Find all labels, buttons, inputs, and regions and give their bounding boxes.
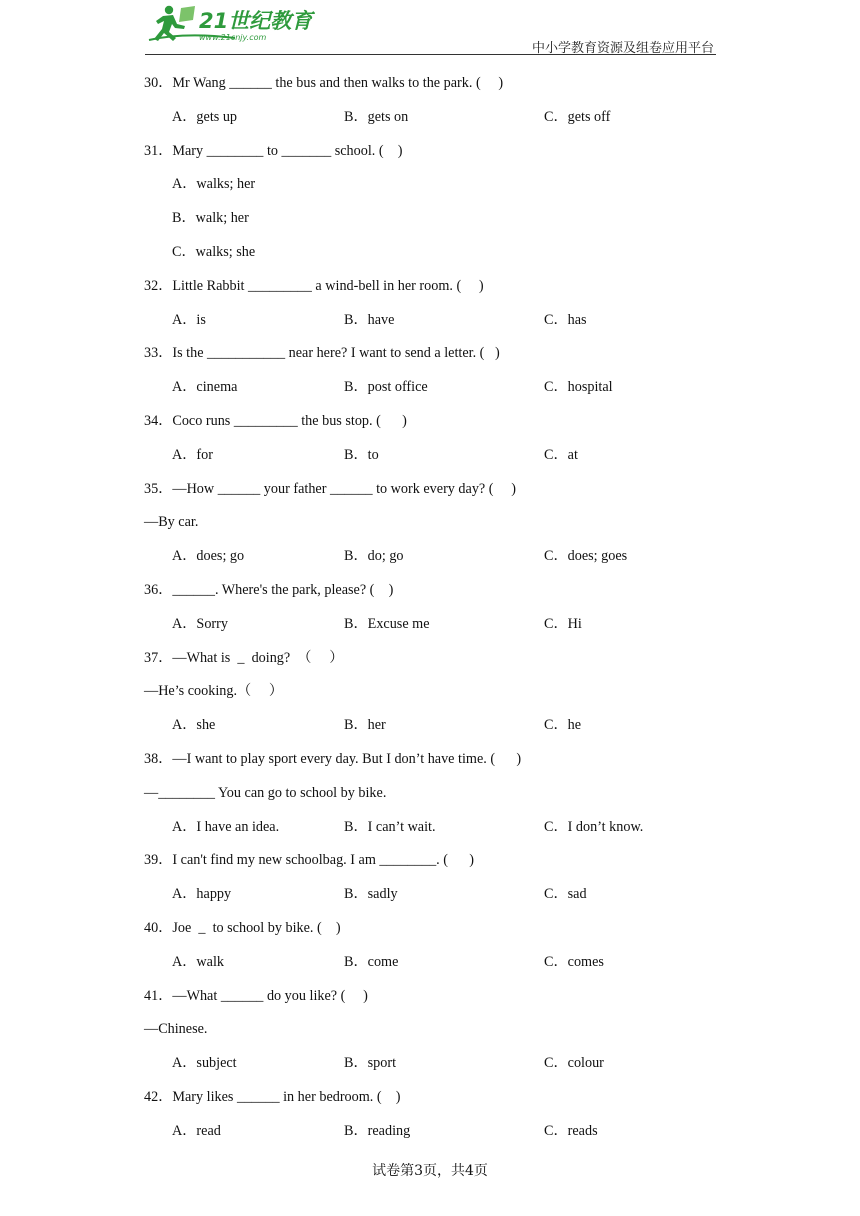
answer-option: C．he [544,717,582,734]
answer-option: B．Excuse me [344,615,430,632]
question-item [144,405,724,473]
answer-options-row [144,304,724,338]
question-item [144,473,724,574]
answer-options-row [144,1047,724,1081]
question-item [144,980,724,1081]
answer-option: B．have [344,311,395,328]
answer-option: A．walks; her [172,176,256,193]
site-name: 中小学教育资源及组卷应用平台 [531,41,714,56]
question-item [144,135,724,270]
answer-option: B．gets on [344,108,409,125]
answer-option: C．at [544,446,578,463]
question-response-line: —Chinese. [144,1021,208,1038]
question-item [144,337,724,405]
answer-option: A．read [172,1122,221,1139]
answer-option: C．reads [544,1122,598,1139]
answer-option: A．does; go [172,548,245,565]
question-stem: 37．—What is _ doing? （ ） [144,649,344,666]
answer-options-row [144,540,724,574]
question-item [144,1081,724,1149]
answer-option: B．come [344,953,399,970]
answer-options-row [144,101,724,135]
answer-option: B．sport [344,1055,397,1072]
answer-option: C．walks; she [172,243,256,260]
answer-option: B．do; go [344,548,404,565]
question-stem: 42．Mary likes ______ in her bedroom. ( ) [144,1088,401,1105]
answer-option: B．sadly [344,886,398,903]
question-stem: 41．—What ______ do you like? ( ) [144,987,368,1004]
answer-option: A．she [172,717,216,734]
answer-option: B．her [344,717,386,734]
answer-option: C．has [544,311,587,328]
answer-option: C．sad [544,886,587,903]
answer-option: A．is [172,311,206,328]
answer-option: A．I have an idea. [172,818,280,835]
question-item [144,912,724,980]
answer-option: C．I don’t know. [544,818,644,835]
question-item [144,642,724,743]
logo-url: www.21cnjy.com [199,33,267,42]
answer-option: C．colour [544,1055,604,1072]
header-divider [145,54,716,55]
answer-option: C．comes [544,953,604,970]
site-logo [145,2,315,46]
answer-option: C．hospital [544,379,613,396]
answer-option: A．subject [172,1055,237,1072]
answer-option: A．happy [172,886,232,903]
question-item [144,67,724,135]
answer-option: B．walk; her [172,210,249,227]
answer-options-row [144,439,724,473]
answer-option: B．I can’t wait. [344,818,436,835]
question-list [144,67,724,1149]
question-item [144,844,724,912]
answer-option: A．gets up [172,108,238,125]
answer-options-row [144,1115,724,1149]
question-stem: 33．Is the ___________ near here? I want to send a letter. ( ) [144,345,500,362]
answer-option: A．for [172,446,213,463]
question-response-line: —He’s cooking.（ ） [144,683,284,700]
answer-option: B．to [344,446,379,463]
page-header [145,0,716,56]
question-stem: 35．—How ______ your father ______ to work every day? ( ) [144,480,516,497]
question-item [144,270,724,338]
answer-option: C．does; goes [544,548,628,565]
answer-options-row [144,878,724,912]
question-stem: 30．Mr Wang ______ the bus and then walks to the park. ( ) [144,75,504,91]
answer-option: B．reading [344,1122,411,1139]
answer-options-row [144,709,724,743]
answer-options-row [144,371,724,405]
question-response-line: —By car. [144,514,199,531]
question-response-line: —________ You can go to school by bike. [144,784,387,801]
question-stem: 40．Joe _ to school by bike. ( ) [144,919,341,936]
answer-options-row [144,608,724,642]
answer-option: C．Hi [544,615,582,632]
question-stem: 34．Coco runs _________ the bus stop. ( ) [144,412,407,429]
answer-option: A．walk [172,953,225,970]
page-number: 试卷第3页，共4页 [372,1163,488,1179]
answer-option: A．Sorry [172,615,228,632]
question-stem: 39．I can't find my new schoolbag. I am ________. ( ) [144,852,474,869]
question-stem: 36．______. Where's the park, please? ( ) [144,581,394,598]
question-item [144,743,724,844]
answer-option: C．gets off [544,108,611,125]
question-item [144,574,724,642]
question-stem: 38．—I want to play sport every day. But I don’t have time. ( ) [144,750,522,767]
answer-option: B．post office [344,379,428,396]
question-stem: 31．Mary ________ to _______ school. ( ) [144,142,403,159]
answer-options-row [144,811,724,845]
question-stem: 32．Little Rabbit _________ a wind-bell in her room. ( ) [144,277,484,294]
logo-title: 21世纪教育 [199,9,313,33]
answer-option: A．cinema [172,379,238,396]
answer-options-row [144,946,724,980]
